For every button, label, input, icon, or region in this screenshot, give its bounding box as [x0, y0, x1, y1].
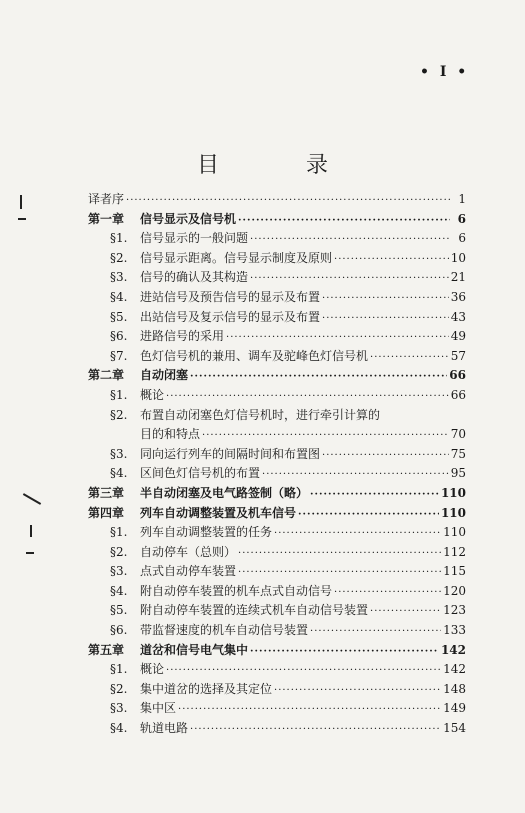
toc-page-number: 66 [449, 368, 466, 383]
toc-entry-number: §3. [110, 270, 128, 285]
toc-page-number: 142 [440, 642, 466, 657]
toc-leader-dots [226, 332, 449, 343]
toc-leader-dots [334, 587, 441, 598]
toc-page-number: 49 [450, 329, 466, 344]
toc-entry-title: 集中区 [140, 701, 177, 716]
toc-entry-row [88, 406, 466, 426]
toc-page-number: 70 [450, 427, 466, 442]
toc-entry-number: §7. [110, 348, 128, 363]
toc-entry-number: §1. [110, 662, 128, 677]
toc-leader-dots [238, 567, 441, 578]
toc-entry-title: 进路信号的采用 [140, 329, 225, 344]
toc-entry-title: 列车自动调整装置及机车信号 [140, 505, 297, 520]
toc-page-number: 123 [443, 603, 466, 618]
toc-page-number: 142 [443, 662, 466, 677]
toc-entry-number: 第一章 [88, 211, 125, 226]
toc-leader-dots [250, 646, 439, 657]
scan-mark [26, 552, 34, 554]
toc-page-number: 110 [440, 505, 466, 520]
toc-entry-number: 第四章 [88, 505, 125, 520]
toc-entry-title: 自动闭塞 [140, 368, 189, 383]
toc-entry-title: 信号显示及信号机 [140, 211, 237, 226]
toc-leader-dots [250, 234, 450, 245]
toc-entry-number: §2. [110, 681, 128, 696]
toc-entry-title: 点式自动停车装置 [140, 564, 237, 579]
toc-entry-number: §1. [110, 387, 128, 402]
toc-entry-row [88, 464, 466, 484]
toc-leader-dots [274, 528, 441, 539]
toc-page-number: 6 [457, 211, 466, 226]
toc-page-number: 66 [450, 387, 466, 402]
toc-leader-dots [370, 606, 441, 617]
toc-entry-number: §6. [110, 623, 128, 638]
toc-chapter-row [88, 484, 466, 504]
toc-leader-dots [370, 352, 449, 363]
toc-entry-title: 道岔和信号电气集中 [140, 642, 249, 657]
scan-mark [30, 525, 32, 537]
toc-leader-dots [250, 273, 449, 284]
toc-entry-row [88, 562, 466, 582]
toc-entry-number: §4. [110, 289, 128, 304]
toc-page-number: 6 [458, 231, 466, 246]
toc-entry-title: 信号显示的一般问题 [140, 231, 249, 246]
toc-entry-row [88, 425, 466, 445]
toc-leader-dots [322, 450, 449, 461]
toc-entry-number: 第五章 [88, 642, 125, 657]
toc-entry-title: 出站信号及复示信号的显示及布置 [140, 309, 321, 324]
toc-leader-dots [322, 313, 449, 324]
toc-entry-row [88, 601, 466, 621]
toc-entry-row [88, 347, 466, 367]
toc-leader-dots [166, 391, 449, 402]
toc-entry-number: §3. [110, 701, 128, 716]
toc-entry-number: §6. [110, 329, 128, 344]
toc-entry-row [88, 445, 466, 465]
toc-entry-number: §3. [110, 446, 128, 461]
toc-leader-dots [190, 724, 441, 735]
toc-entry-title: 区间色灯信号机的布置 [140, 466, 261, 481]
toc-leader-dots [166, 665, 441, 676]
scan-mark [18, 218, 26, 220]
toc-page-number: 112 [443, 544, 466, 559]
toc-page-number: 154 [443, 721, 466, 736]
page-title: 目 录 [197, 153, 368, 178]
toc-entry-number: §4. [110, 466, 128, 481]
toc-entry-row [88, 523, 466, 543]
toc-chapter-row [88, 210, 466, 230]
toc-entry-title: 概论 [140, 662, 165, 677]
toc-page-number: 95 [450, 466, 466, 481]
toc-leader-dots [298, 509, 439, 520]
toc-page-number: 75 [450, 446, 466, 461]
toc-page-number: 43 [450, 309, 466, 324]
toc-page-number: 149 [443, 701, 466, 716]
toc-page-number: 110 [443, 525, 466, 540]
toc-entry-number: §4. [110, 583, 128, 598]
toc-entry-title: 附自动停车装置的连续式机车自动信号装置 [140, 603, 369, 618]
toc-page-number: 57 [450, 348, 466, 363]
toc-entry-number: 第二章 [88, 368, 125, 383]
toc-page-number: 115 [443, 564, 466, 579]
toc-entry-row [88, 308, 466, 328]
toc-entry-row [88, 190, 466, 210]
toc-entry-title: 自动停车（总则） [140, 544, 237, 559]
toc-entry-title: 带监督速度的机车自动信号装置 [140, 623, 309, 638]
toc-leader-dots [322, 293, 449, 304]
toc-chapter-row [88, 504, 466, 524]
toc-entry-number: 第三章 [88, 485, 125, 500]
toc-leader-dots [178, 704, 441, 715]
toc-entry-title: 进站信号及预告信号的显示及布置 [140, 289, 321, 304]
toc-entry-row [88, 582, 466, 602]
toc-leader-dots [274, 685, 441, 696]
toc-entry-title: 集中道岔的选择及其定位 [140, 681, 273, 696]
toc-page-number: 110 [440, 485, 466, 500]
toc-entry-title: 列车自动调整装置的任务 [140, 525, 273, 540]
toc-chapter-row [88, 366, 466, 386]
toc-leader-dots [262, 469, 449, 480]
toc-entry-number: §4. [110, 721, 128, 736]
toc-page-number: 36 [450, 289, 466, 304]
toc-page-number: 133 [443, 623, 466, 638]
toc-page-number: 21 [450, 270, 466, 285]
toc-entry-row [88, 621, 466, 641]
toc-entry-number: §3. [110, 564, 128, 579]
toc-entry-title: 布置自动闭塞色灯信号机时，进行牵引计算的 [140, 407, 381, 422]
toc-entry-title: 轨道电路 [140, 721, 189, 736]
toc-entry-number: §2. [110, 544, 128, 559]
scan-mark [23, 493, 41, 505]
toc-entry-number: §1. [110, 231, 128, 246]
toc-entry-row [88, 386, 466, 406]
toc-leader-dots [310, 489, 439, 500]
toc-entry-row [88, 249, 466, 269]
toc-entry-title: 目的和特点 [140, 427, 201, 442]
toc-entry-title: 同向运行列车的间隔时间和布置图 [140, 446, 321, 461]
toc-entry-title: 半自动闭塞及电气路签制（略） [140, 485, 309, 500]
toc-leader-dots [310, 626, 441, 637]
toc-entry-row [88, 229, 466, 249]
toc-page-number: 148 [443, 681, 466, 696]
toc-page-number: 120 [443, 583, 466, 598]
toc-entry-number: §2. [110, 250, 128, 265]
toc-entry-title: 概论 [140, 387, 165, 402]
toc-entry-row [88, 288, 466, 308]
toc-entry-row [88, 680, 466, 700]
toc-leader-dots [202, 430, 449, 441]
toc-entry-title: 附自动停车装置的机车点式自动信号 [140, 583, 333, 598]
page-number: • I • [420, 64, 470, 80]
toc-chapter-row [88, 641, 466, 661]
toc-entry-number: §5. [110, 309, 128, 324]
toc-entry-title: 译者序 [88, 192, 125, 206]
toc-page-number: 10 [450, 250, 466, 265]
toc-leader-dots [238, 215, 450, 226]
toc-entry-title: 信号显示距离。信号显示制度及原则 [140, 250, 333, 265]
toc-entry-row [88, 719, 466, 739]
toc-entry-title: 信号的确认及其构造 [140, 270, 249, 285]
toc-entry-number: §5. [110, 603, 128, 618]
table-of-contents [88, 190, 466, 739]
toc-entry-row [88, 660, 466, 680]
toc-page-number: 1 [458, 192, 466, 206]
toc-entry-number: §1. [110, 525, 128, 540]
toc-entry-number: §2. [110, 407, 128, 422]
toc-leader-dots [190, 371, 447, 382]
scan-mark [20, 195, 22, 209]
toc-entry-row [88, 268, 466, 288]
toc-leader-dots [334, 254, 449, 265]
toc-entry-row [88, 699, 466, 719]
toc-leader-dots [126, 195, 450, 206]
toc-entry-title: 色灯信号机的兼用、调车及驼峰色灯信号机 [140, 348, 369, 363]
toc-entry-row [88, 543, 466, 563]
toc-leader-dots [238, 548, 441, 559]
toc-entry-row [88, 327, 466, 347]
